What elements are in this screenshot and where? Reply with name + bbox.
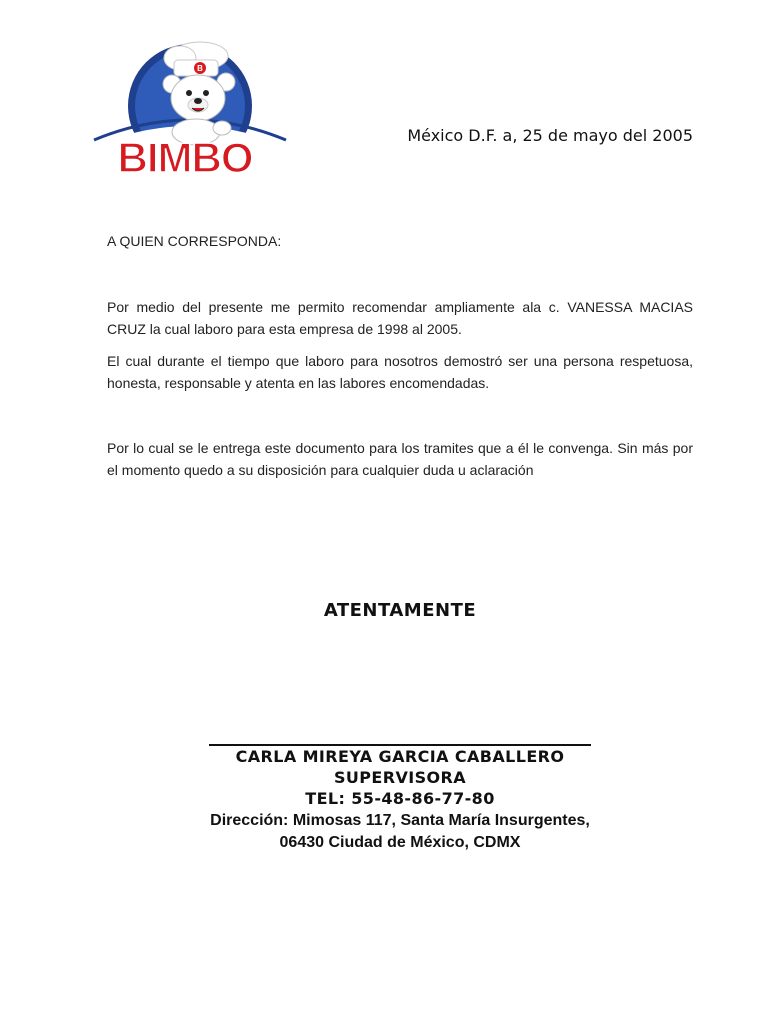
paragraph-closing-remarks: Por lo cual se le entrega este documento para los tramites que a él le convenga. Sin más por el momento quedo a su disposición para cualquier duda u aclaración (107, 440, 693, 478)
signer-address-line-2: 06430 Ciudad de México, CDMX (279, 834, 521, 851)
signer-title: SUPERVISORA (333, 768, 467, 787)
svg-text:BIMBO: BIMBO (117, 134, 253, 176)
svg-text:B: B (197, 64, 203, 73)
bimbo-logo (88, 36, 292, 176)
paragraph-recommendation: Por medio del presente me permito recomendar ampliamente ala c. VANESSA MACIAS CRUZ la cual laboro para esta empresa de 1998 al 2005. (107, 299, 693, 337)
letter-date: México D.F. a, 25 de mayo del 2005 (407, 126, 693, 145)
signer-name: CARLA MIREYA GARCIA CABALLERO (235, 747, 565, 766)
signer-phone: TEL: 55-48-86-77-80 (305, 789, 495, 808)
bimbo-bear-mascot-icon (88, 36, 292, 176)
signer-address-line-1: Dirección: Mimosas 117, Santa María Insurgentes, (210, 812, 590, 829)
signature-block (0, 746, 768, 853)
paragraph-performance: El cual durante el tiempo que laboro para nosotros demostró ser una persona respetuosa, honesta, responsable y atenta en las labores encomendadas. (107, 353, 693, 391)
salutation: A QUIEN CORRESPONDA: (107, 233, 282, 249)
closing-atentamente: ATENTAMENTE (323, 600, 477, 621)
